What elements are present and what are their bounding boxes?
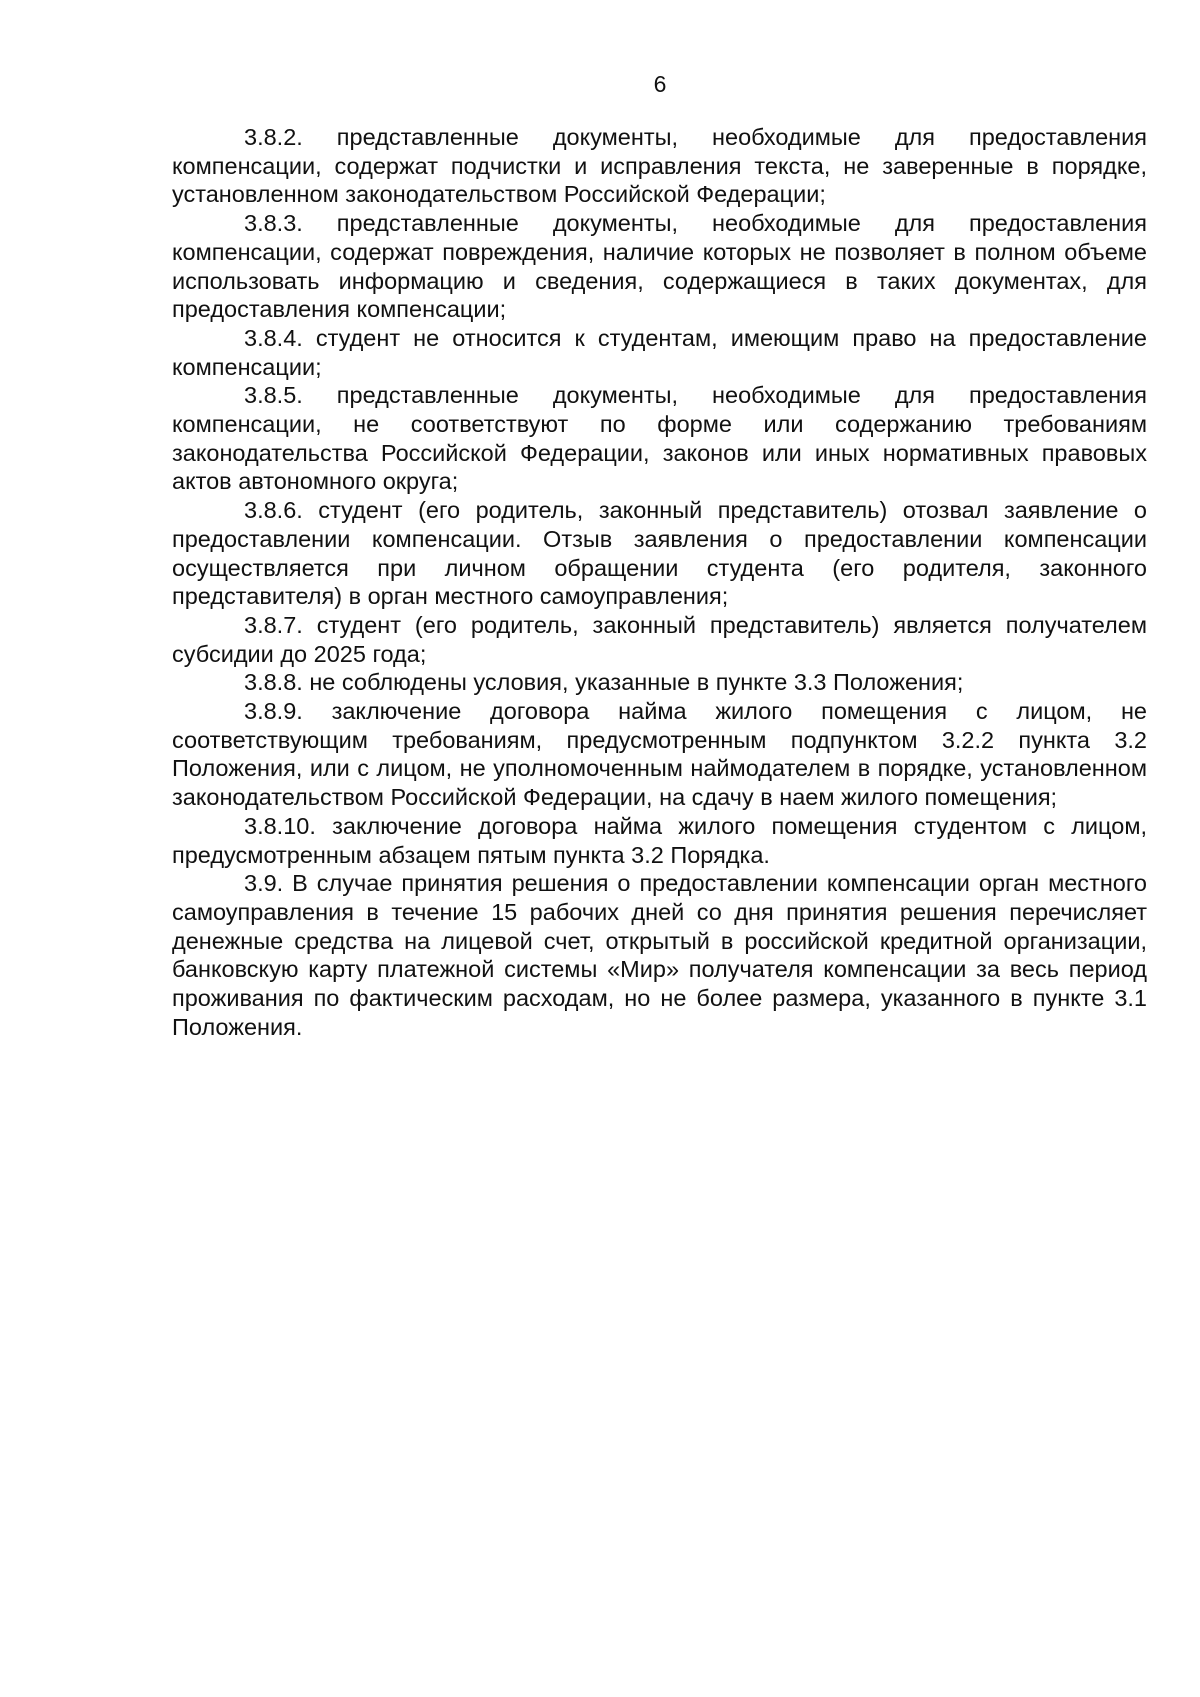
paragraph-3-8-9: 3.8.9. заключение договора найма жилого помещения с лицом, не соответствующим требованиям, предусмотренным подпунктом 3.2.2 пункта 3.2 Положения, или с лицом, не уполномоченным наймодателем в порядке, установленном законодательством Российской Федерации, на сдачу в наем жилого помещения; [172, 698, 1147, 811]
paragraph-3-8-10: 3.8.10. заключение договора найма жилого помещения студентом с лицом, предусмотренным абзацем пятым пункта 3.2 Порядка. [172, 812, 1147, 868]
paragraph-3-8-3: 3.8.3. представленные документы, необходимые для предоставления компенсации, содержат повреждения, наличие которых не позволяет в полном объеме использовать информацию и сведения, содержащиеся в таких документах, для предоставления компенсации; [172, 210, 1147, 323]
paragraph-3-9: 3.9. В случае принятия решения о предоставлении компенсации орган местного самоуправления в течение 15 рабочих дней со дня принятия решения перечисляет денежные средства на лицевой счет, открытый в российской кредитной организации, банковскую карту платежной системы «Мир» получателя компенсации за весь период проживания по фактическим расходам, но не более размера, указанного в пункте 3.1 Положения. [172, 870, 1147, 1040]
paragraph-3-8-5: 3.8.5. представленные документы, необходимые для предоставления компенсации, не соответствуют по форме или содержанию требованиям законодательства Российской Федерации, законов или иных нормативных правовых актов автономного округа; [172, 382, 1147, 495]
document-body [172, 123, 1147, 1042]
page-number: 6 [653, 71, 667, 97]
paragraph-3-8-6: 3.8.6. студент (его родитель, законный представитель) отозвал заявление о предоставлении компенсации. Отзыв заявления о предоставлении компенсации осуществляется при личном обращении студента (его родителя, законного представителя) в орган местного самоуправления; [172, 497, 1147, 610]
paragraph-3-8-8: 3.8.8. не соблюдены условия, указанные в пункте 3.3 Положения; [244, 669, 964, 696]
paragraph-3-8-2: 3.8.2. представленные документы, необходимые для предоставления компенсации, содержат подчистки и исправления текста, не заверенные в порядке, установленном законодательством Российской Федерации; [172, 124, 1147, 208]
paragraph-3-8-4: 3.8.4. студент не относится к студентам, имеющим право на предоставление компенсации; [172, 324, 1147, 380]
paragraph-3-8-7: 3.8.7. студент (его родитель, законный представитель) является получателем субсидии до 2025 года; [172, 611, 1147, 667]
